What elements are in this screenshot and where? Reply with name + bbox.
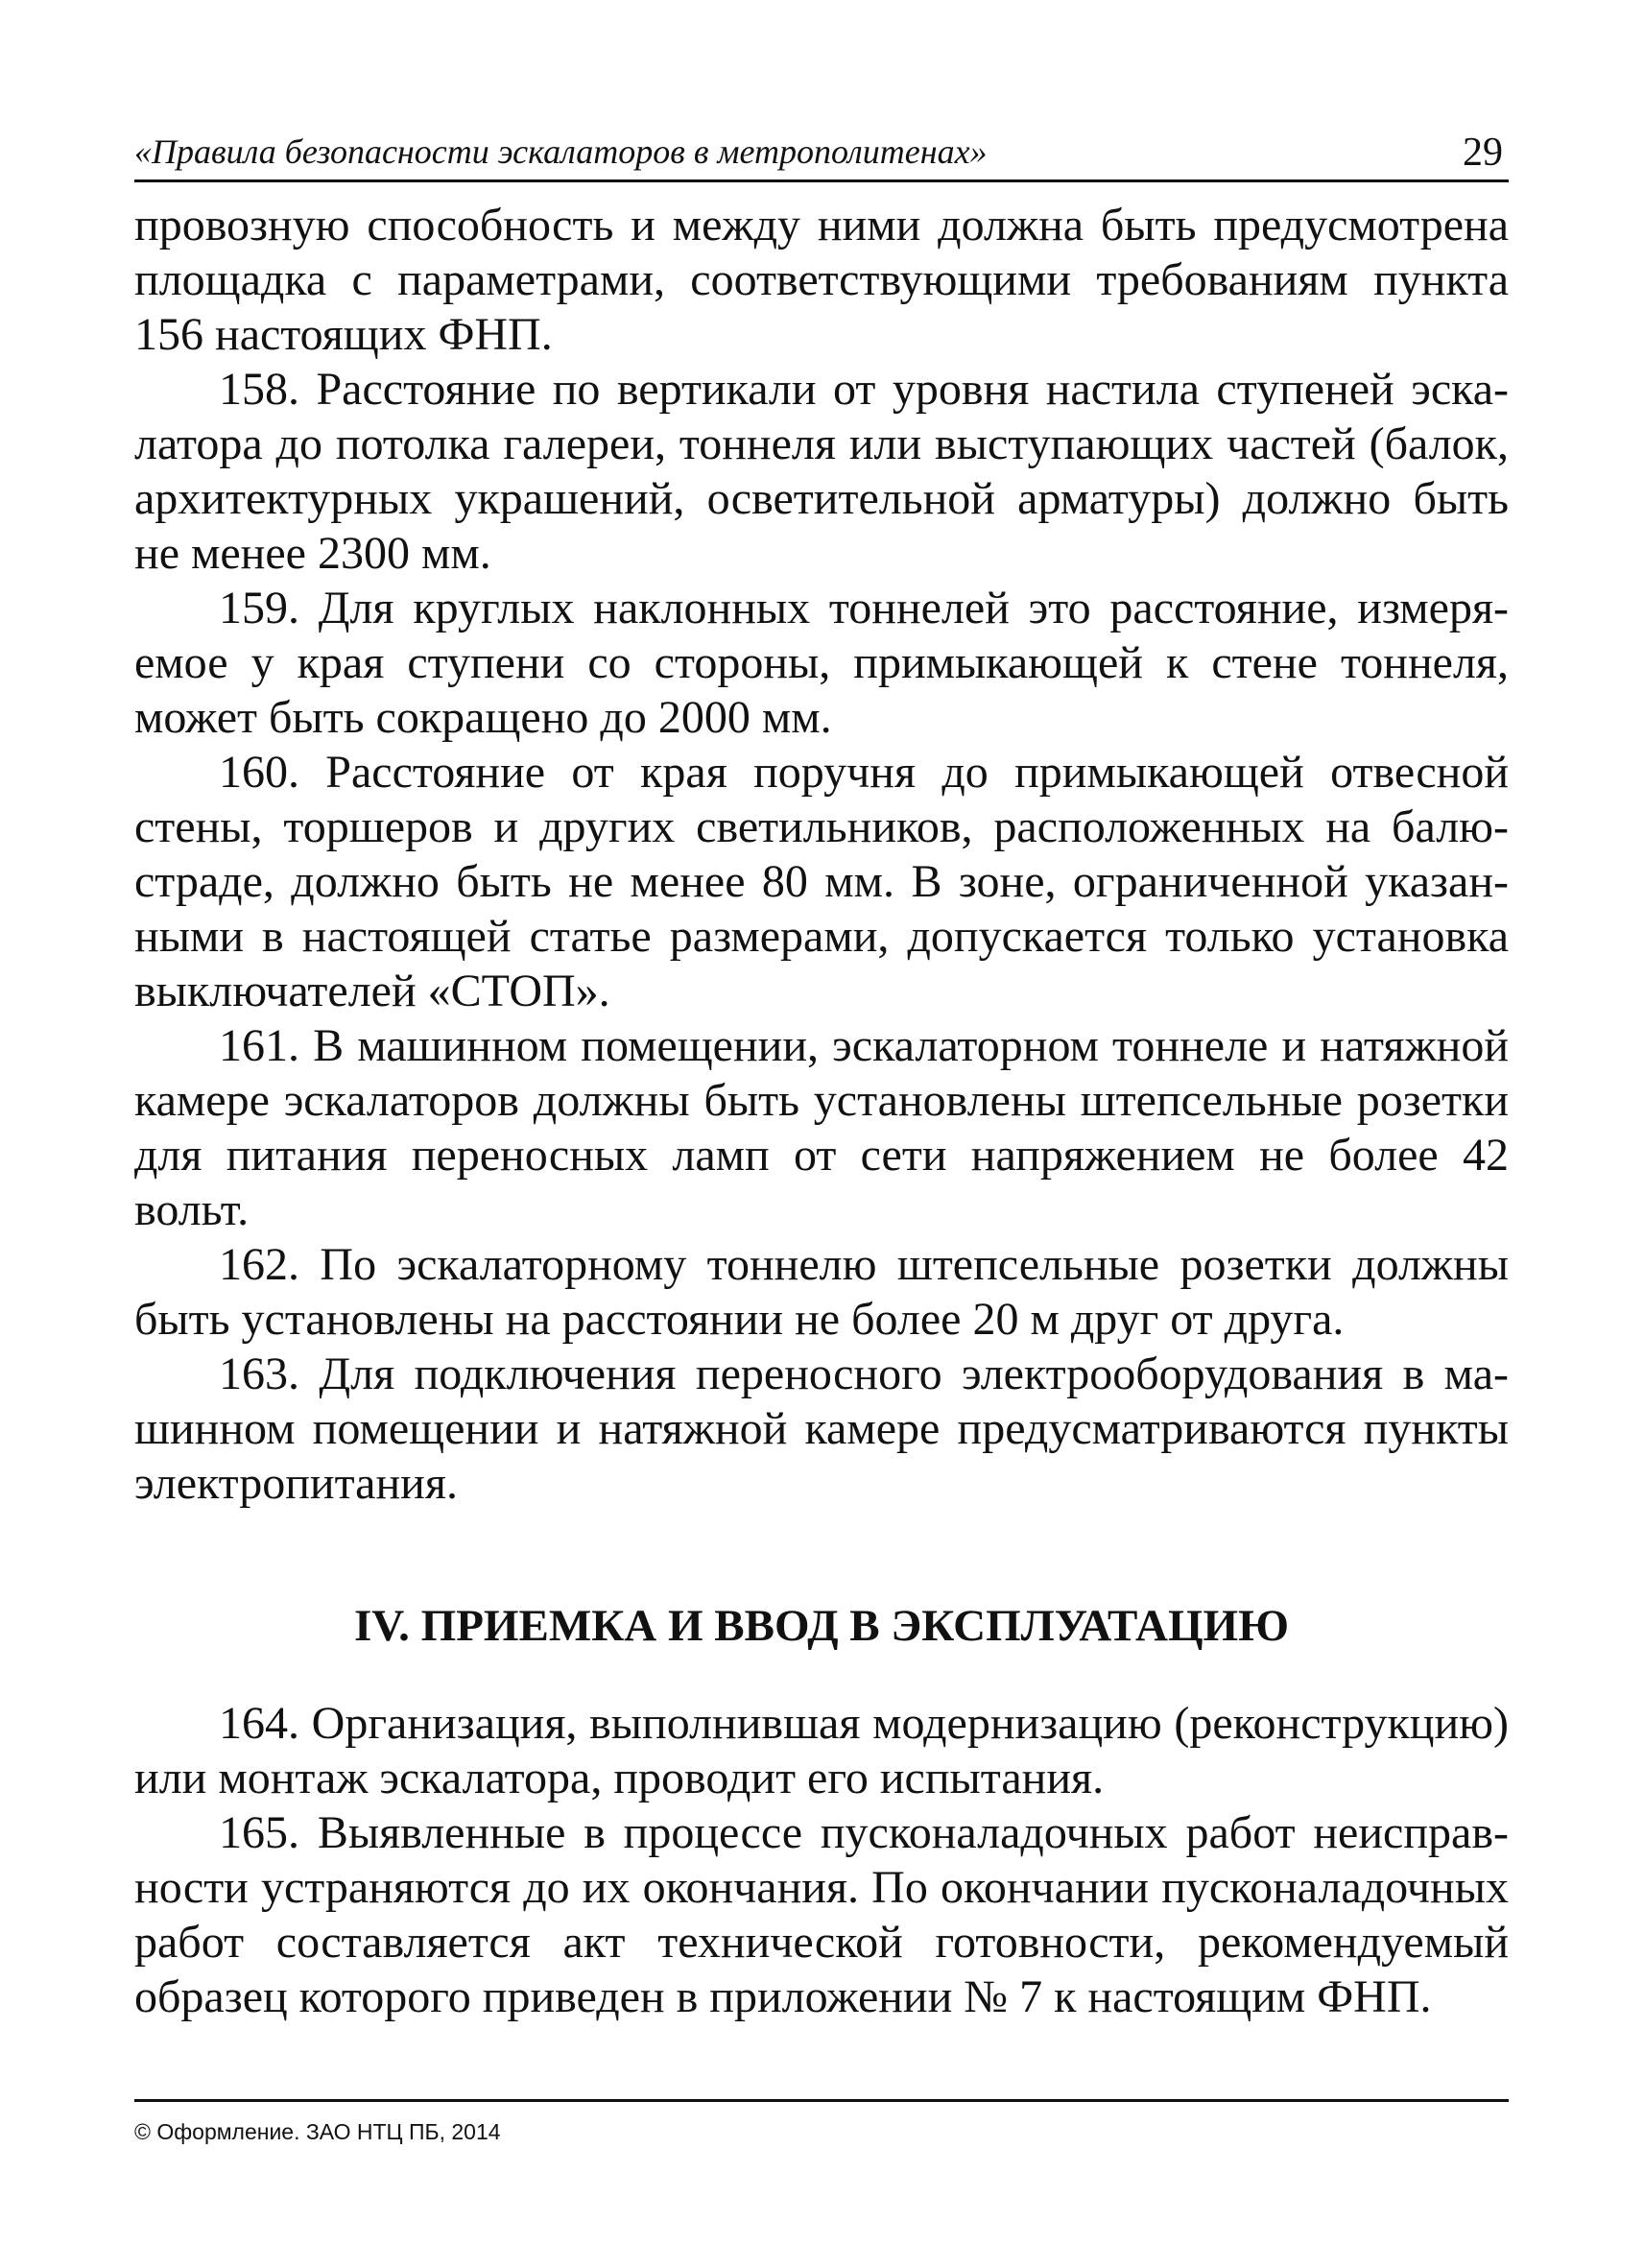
paragraph-163: 163. Для подключения переносного электрооборудования в машинном помещении и натяжной камере предусматриваются пункты электропитания. — [134, 1349, 1509, 1509]
paragraph-162: 162. По эскалаторному тоннелю штепсельные розетки должны быть установлены на расстоянии не более 20 м друг от друга. — [134, 1239, 1509, 1345]
paragraph-159: 159. Для круглых наклонных тоннелей это расстояние, измеряемое у края ступени со стороны, примыкающей к стене тоннеля, может быть сокращено до 2000 мм. — [134, 583, 1509, 743]
footer-divider — [134, 2099, 1509, 2102]
section-heading: IV. ПРИЕМКА И ВВОД В ЭКСПЛУАТАЦИЮ — [353, 1601, 1289, 1651]
section-text — [134, 1696, 1509, 2024]
main-text — [134, 198, 1509, 1511]
paragraph-164: 164. Организация, выполнившая модернизацию (реконструкцию) или монтаж эскалатора, проводит его испытания. — [134, 1698, 1509, 1803]
paragraph-161: 161. В машинном помещении, эскалаторном тоннеле и натяжной камере эскалаторов должны быть установлены штепсельные розетки для питания переносных ламп от сети напряжением не более 42 вольт. — [134, 1020, 1509, 1235]
paragraph-165: 165. Выявленные в процессе пусконаладочных работ неисправности устраняются до их окончания. По окончании пусконаладочных работ составляется акт технической готовности, рекомендуемый образец которого приведен в приложении № 7 к настоящим ФНП. — [134, 1807, 1509, 2022]
paragraph-158: 158. Расстояние по вертикали от уровня настила ступеней эскалатора до потолка галереи, тоннеля или выступающих частей (балок, архитектурных украшений, осветительной арматуры) должно быть не менее 2300 мм. — [134, 364, 1509, 579]
document-title: «Правила безопасности эскалаторов в метрополитенах» — [134, 132, 988, 171]
paragraph-160: 160. Расстояние от края поручня до примыкающей отвесной стены, торшеров и других светильников, расположенных на балюстраде, должно быть не менее 80 мм. В зоне, ограниченной указанными в настоящей статье размерами, допускается только установка выключателей «СТОП». — [134, 747, 1509, 1016]
running-header — [134, 130, 1509, 182]
footer-copyright: © Оформление. ЗАО НТЦ ПБ, 2014 — [134, 2119, 501, 2144]
paragraph-continuation: провозную способность и между ними должна быть предусмотрена площадка с параметрами, соответствующими требованиям пункта 156 настоящих ФНП. — [134, 200, 1509, 360]
page-number: 29 — [1463, 131, 1503, 175]
